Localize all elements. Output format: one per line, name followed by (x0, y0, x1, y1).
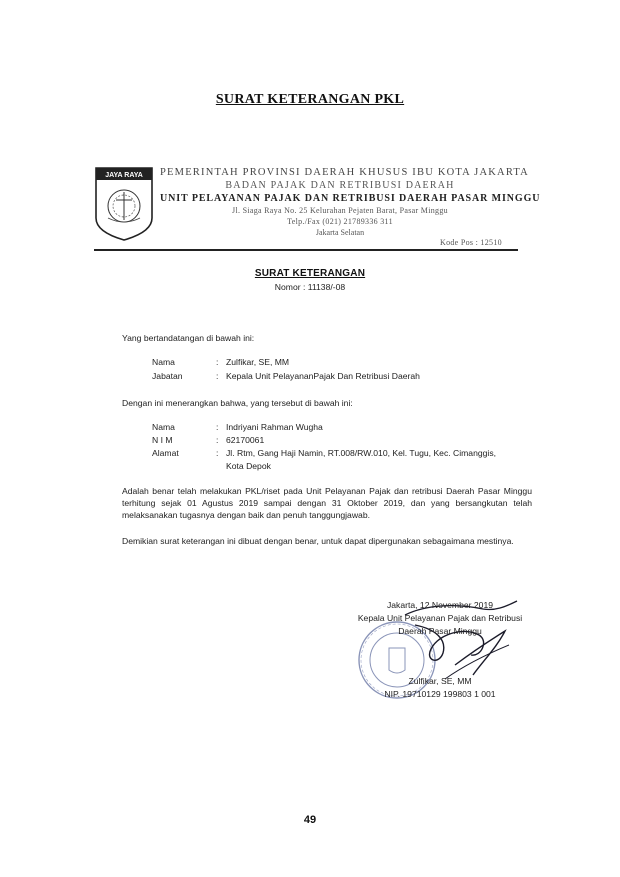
letterhead-line-2: BADAN PAJAK DAN RETRIBUSI DAERAH (225, 180, 455, 191)
colon: : (216, 371, 219, 381)
statement-text: Dengan ini menerangkan bahwa, yang tersebut di bawah ini: (122, 398, 353, 408)
jakarta-logo (94, 166, 154, 242)
letterhead-line-1: PEMERINTAH PROVINSI DAERAH KHUSUS IBU KOTA JAKARTA (160, 167, 529, 178)
signature-position-1: Kepala Unit Pelayanan Pajak dan Retribusi (357, 613, 523, 623)
intro-text: Yang bertandatangan di bawah ini: (122, 333, 255, 343)
student-nim-label: N I M (152, 435, 173, 445)
letter-number: Nomor : 11138/-08 (274, 282, 346, 292)
student-address-label: Alamat (152, 448, 179, 458)
letter-title: SURAT KETERANGAN (254, 268, 366, 279)
body-paragraph: Adalah benar telah melakukan PKL/riset pada Unit Pelayanan Pajak dan retribusi Daerah Pasar Minggu terhitung sejak 01 Agustus 2019 sampai dengan 31 Oktober 2019, dan yang bersangkutan telah melaksanakan tugasnya dengan baik dan penuh tanggungjawab. (122, 486, 532, 520)
signer-position-value: Kepala Unit PelayananPajak Dan Retribusi Daerah (226, 371, 420, 381)
signature-position-2: Daerah Pasar Minggu (398, 626, 482, 636)
letterhead-phone: Telp./Fax (021) 21789336 311 (287, 217, 393, 226)
colon: : (216, 448, 219, 458)
letterhead-city: Jakarta Selatan (315, 228, 365, 237)
letterhead-address: Jl. Siaga Raya No. 25 Kelurahan Pejaten Barat, Pasar Minggu (232, 206, 448, 215)
colon: : (216, 435, 219, 445)
page-heading: SURAT KETERANGAN PKL (215, 92, 405, 107)
student-name-value: Indriyani Rahman Wugha (226, 422, 323, 432)
student-name-label: Nama (152, 422, 175, 432)
logo-text: JAYA RAYA (105, 172, 143, 179)
letterhead-postal: Kode Pos : 12510 (440, 238, 502, 247)
signer-nip: NIP. 19710129 199803 1 001 (384, 689, 496, 699)
signature-place-date: Jakarta, 12 November 2019 (386, 600, 494, 610)
student-address-cont: Kota Depok (226, 461, 271, 471)
student-address-value: Jl. Rtm, Gang Haji Namin, RT.008/RW.010, Kel. Tugu, Kec. Cimanggis, (226, 448, 497, 458)
page-number: 49 (303, 814, 317, 826)
closing-paragraph: Demikian surat keterangan ini dibuat dengan benar, untuk dapat dipergunakan sebagaimana mestinya. (122, 536, 514, 546)
letterhead-divider (94, 249, 518, 251)
student-nim-value: 62170061 (226, 435, 265, 445)
signer-name: Zulfikar, SE, MM (408, 676, 472, 686)
colon: : (216, 357, 219, 367)
signer-name-label: Nama (152, 357, 175, 367)
colon: : (216, 422, 219, 432)
signer-name-value: Zulfikar, SE, MM (226, 357, 290, 367)
signer-position-label: Jabatan (152, 371, 183, 381)
letterhead-line-3: UNIT PELAYANAN PAJAK DAN RETRIBUSI DAERAH PASAR MINGGU (160, 193, 541, 204)
